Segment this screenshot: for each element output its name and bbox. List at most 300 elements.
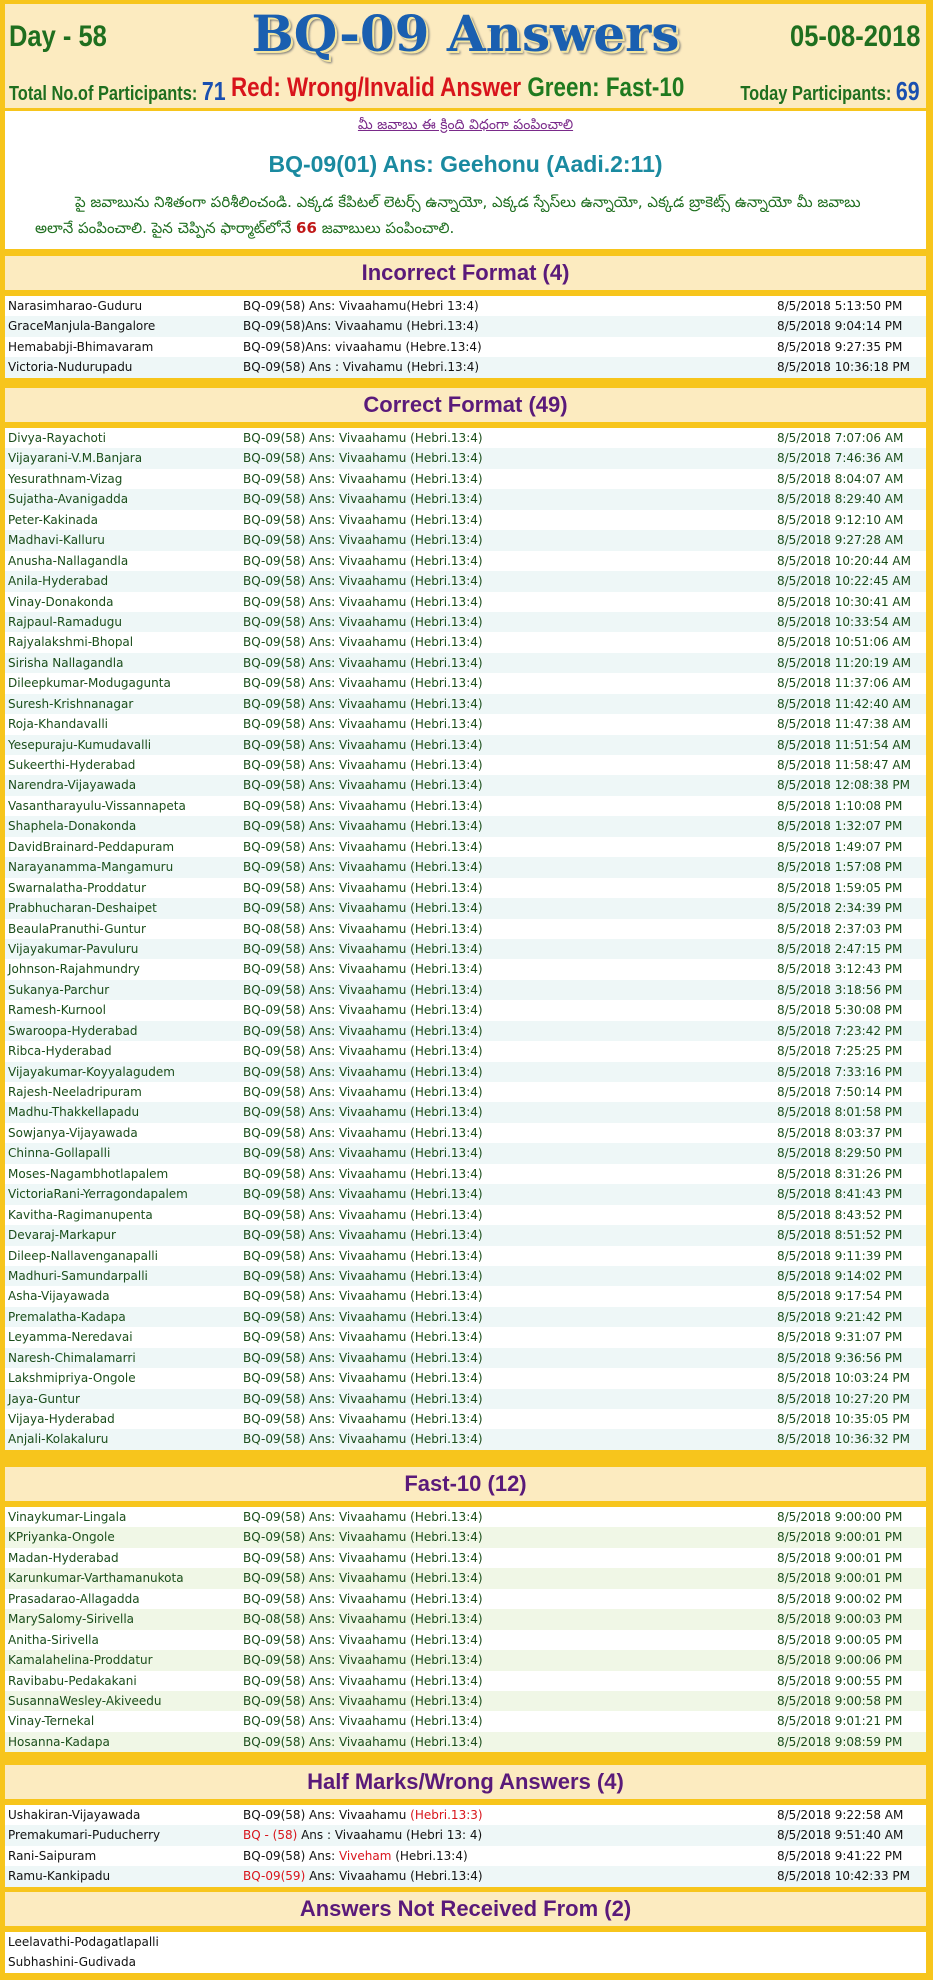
correct-row	[5, 510, 926, 530]
participant-answer: BQ-09(58) Ans: Vivaahamu (Hebri.13:4)	[243, 1023, 483, 1038]
correct-row	[5, 1348, 926, 1368]
submission-time: 8/5/2018 8:01:58 PM	[777, 1105, 903, 1120]
section-notreceived-title: Answers Not Received From (2)	[5, 1892, 926, 1926]
participant-answer: BQ-09(58) Ans: Vivaahamu (Hebri.13:4)	[243, 1309, 483, 1324]
submission-time: 8/5/2018 9:00:00 PM	[777, 1510, 903, 1524]
instructions-count: 66	[296, 219, 317, 237]
participant-answer: BQ-09(58) Ans: Vivaahamu (Hebri.13:4)	[243, 1653, 483, 1668]
submission-time: 8/5/2018 12:08:38 PM	[777, 778, 911, 793]
total-label: Total No.of Participants:	[9, 83, 198, 105]
participant-answer: BQ-09(58) Ans: Vivaahamu (Hebri.13:4)	[243, 1673, 483, 1688]
submission-time: 8/5/2018 2:37:03 PM	[777, 921, 903, 936]
instructions-b: జవాబులు పంపించాలి.	[321, 219, 455, 237]
participant-name: Kamalahelina-Proddatur	[8, 1653, 153, 1668]
submission-time: 8/5/2018 9:22:58 AM	[777, 1808, 904, 1822]
submission-time: 8/5/2018 9:12:10 AM	[777, 512, 904, 527]
participant-name: Suresh-Krishnanagar	[8, 696, 134, 711]
fast-row	[5, 1507, 926, 1527]
participant-answer: BQ-09(58) Ans: Vivaahamu (Hebri.13:4)	[243, 717, 483, 732]
half-row	[5, 1825, 926, 1845]
participant-name: Vinaykumar-Lingala	[8, 1510, 127, 1524]
participant-answer: BQ-09(58) Ans: Vivaahamu (Hebri.13:4)	[243, 553, 483, 568]
incorrect-row	[5, 357, 926, 377]
correct-row	[5, 714, 926, 734]
day-label: Day - 58	[9, 20, 107, 53]
participant-answer: BQ-09(58) Ans: Vivaahamu (Hebri.13:4)	[243, 614, 483, 629]
participant-name: Sowjanya-Vijayawada	[8, 1125, 138, 1140]
participant-name: KPriyanka-Ongole	[8, 1530, 115, 1545]
participant-answer: BQ-09(58) Ans: Vivaahamu (Hebri.13:4)	[243, 1166, 483, 1181]
submission-time: 8/5/2018 10:36:32 PM	[777, 1432, 911, 1447]
participant-name: Madan-Hyderabad	[8, 1550, 119, 1565]
today-value: 69	[896, 76, 920, 106]
participant-name: GraceManjula-Bangalore	[8, 319, 156, 334]
participant-name: Rani-Saipuram	[8, 1848, 97, 1863]
section-half-title: Half Marks/Wrong Answers (4)	[5, 1765, 926, 1799]
participant-answer: BQ-09(58)Ans: vivaahamu (Hebre.13:4)	[243, 339, 482, 354]
submission-time: 8/5/2018 5:13:50 PM	[777, 299, 903, 313]
participant-name: Victoria-Nudurupadu	[8, 360, 133, 375]
legend	[231, 72, 684, 103]
submission-time: 8/5/2018 8:03:37 PM	[777, 1125, 903, 1140]
incorrect-row	[5, 337, 926, 357]
total-value: 71	[201, 76, 226, 106]
participant-answer: BQ-09(58) Ans : Vivahamu (Hebri.13:4)	[243, 360, 480, 375]
participant-name: Hosanna-Kadapa	[8, 1734, 110, 1749]
submission-time: 8/5/2018 7:07:06 AM	[777, 431, 904, 445]
participant-answer: BQ-09(58) Ans: Vivaahamu (Hebri.13:4)	[243, 860, 483, 875]
submission-time: 8/5/2018 7:46:36 AM	[777, 451, 904, 466]
correct-row	[5, 469, 926, 489]
total-participants	[9, 76, 226, 107]
incorrect-row	[5, 316, 926, 336]
incorrect-row	[5, 296, 926, 316]
correct-row	[5, 1368, 926, 1388]
submission-time: 8/5/2018 11:20:19 AM	[777, 655, 911, 670]
participant-answer: BQ-09(58) Ans: Vivaahamu (Hebri.13:4)	[243, 471, 483, 486]
participant-name: Narayanamma-Mangamuru	[8, 860, 174, 875]
participant-answer: BQ-09(58) Ans: Vivaahamu (Hebri.13:4)	[243, 655, 483, 670]
submission-time: 8/5/2018 1:10:08 PM	[777, 798, 903, 813]
submission-time: 8/5/2018 9:01:21 PM	[777, 1714, 903, 1729]
correct-row	[5, 1123, 926, 1143]
fast-row	[5, 1630, 926, 1650]
correct-row	[5, 857, 926, 877]
correct-row	[5, 919, 926, 939]
submission-time: 8/5/2018 9:08:59 PM	[777, 1734, 903, 1749]
participant-name: Hemababji-Bhimavaram	[8, 339, 154, 354]
section-correct-title: Correct Format (49)	[5, 388, 926, 422]
instructions-text	[35, 189, 896, 241]
participant-name: Madhavi-Kalluru	[8, 533, 105, 548]
correct-row	[5, 489, 926, 509]
submission-time: 8/5/2018 8:29:40 AM	[777, 492, 904, 507]
answer-error-part: Viveham	[338, 1848, 392, 1863]
fast-row	[5, 1650, 926, 1670]
correct-row	[5, 1409, 926, 1429]
notreceived-row	[5, 1932, 926, 1952]
correct-row	[5, 530, 926, 550]
participant-name: Premakumari-Puducherry	[8, 1828, 161, 1843]
submission-time: 8/5/2018 9:00:01 PM	[777, 1550, 903, 1565]
notreceived-list	[5, 1932, 926, 1973]
correct-row	[5, 775, 926, 795]
fast-row	[5, 1691, 926, 1711]
submission-time: 8/5/2018 3:18:56 PM	[777, 982, 903, 997]
participant-answer: BQ-09(58) Ans: Vivaahamu (Hebri.13:4)	[243, 1432, 483, 1447]
participant-name: Ramesh-Kurnool	[8, 1003, 106, 1018]
submission-time: 8/5/2018 9:36:56 PM	[777, 1350, 903, 1365]
participant-name: Naresh-Chimalamarri	[8, 1350, 136, 1365]
fast-row	[5, 1527, 926, 1547]
participant-name: Swarnalatha-Proddatur	[8, 880, 147, 895]
correct-list	[5, 428, 926, 1450]
half-list	[5, 1805, 926, 1887]
submission-time: 8/5/2018 1:59:05 PM	[777, 880, 903, 895]
correct-row	[5, 878, 926, 898]
participant-name: Devaraj-Markapur	[8, 1228, 116, 1243]
participant-answer: BQ-09(58) Ans: Vivaahamu (Hebri.13:4)	[243, 1632, 483, 1647]
answer-part: BQ-09(58) Ans: Vivaahamu	[243, 1808, 411, 1822]
participant-name: Sirisha Nallagandla	[8, 655, 124, 670]
instructions-heading: మీ జవాబు ఈ క్రింది విధంగా పంపించాలి	[357, 117, 574, 133]
participant-answer: BQ-09(58) Ans: Vivaahamu (Hebri.13:4)	[243, 696, 483, 711]
participant-answer: BQ-09(58) Ans: Vivaahamu (Hebri.13:4)	[243, 492, 483, 507]
answer-part: (Hebri.13:4)	[391, 1848, 468, 1863]
participant-answer: BQ-09(58) Ans: Vivaahamu (Hebri.13:4)	[243, 1146, 483, 1161]
correct-row	[5, 1429, 926, 1449]
correct-row	[5, 735, 926, 755]
correct-row	[5, 1021, 926, 1041]
participant-answer: BQ-09(58) Ans: Vivaahamu (Hebri.13:4)	[243, 1003, 483, 1018]
participant-name: Kavitha-Ragimanupenta	[8, 1207, 153, 1222]
participant-answer: BQ-09(58) Ans: Vivaahamu (Hebri.13:4)	[243, 1228, 483, 1243]
participant-answer: BQ-09(58) Ans: Vivaahamu (Hebri.13:4)	[243, 1248, 483, 1263]
participant-answer: BQ-09(58) Ans: Vivaahamu (Hebri.13:4)	[243, 574, 483, 589]
submission-time: 8/5/2018 9:00:58 PM	[777, 1693, 903, 1708]
participant-name: Anusha-Nallagandla	[8, 553, 129, 568]
participant-answer: BQ-08(58) Ans: Vivaahamu (Hebri.13:4)	[243, 1612, 483, 1627]
submission-time: 8/5/2018 9:41:22 PM	[777, 1848, 903, 1863]
participant-name: Sujatha-Avanigadda	[8, 492, 129, 507]
fast-row	[5, 1548, 926, 1568]
submission-time: 8/5/2018 1:57:08 PM	[777, 860, 903, 875]
submission-time: 8/5/2018 9:31:07 PM	[777, 1330, 903, 1345]
correct-row	[5, 1143, 926, 1163]
submission-time: 8/5/2018 3:12:43 PM	[777, 962, 903, 977]
participant-name: VictoriaRani-Yerragondapalem	[8, 1187, 188, 1202]
participant-answer: BQ-09(58) Ans: Vivaahamu (Hebri.13:4)	[243, 1330, 483, 1345]
submission-time: 8/5/2018 10:42:33 PM	[777, 1869, 911, 1884]
incorrect-list	[5, 296, 926, 378]
participant-name: Vijaya-Hyderabad	[8, 1412, 115, 1426]
participant-answer: BQ-09(58) Ans: Vivaahamu (Hebri.13:4)	[243, 737, 483, 752]
participant-name: BeaulaPranuthi-Guntur	[8, 921, 146, 936]
answer-error-part: (Hebri.13:3)	[410, 1808, 483, 1822]
participant-answer: BQ-09(58) Ans: Vivaahamu (Hebri.13:4)	[243, 982, 483, 997]
correct-row	[5, 612, 926, 632]
participant-name: Ravibabu-Pedakakani	[8, 1673, 137, 1688]
correct-row	[5, 1266, 926, 1286]
fast-list	[5, 1507, 926, 1752]
participant-name: Yesepuraju-Kumudavalli	[8, 737, 152, 752]
fast-row	[5, 1711, 926, 1731]
participant-answer: BQ-09(58) Ans: Vivaahamu (Hebri.13:4)	[243, 1207, 483, 1222]
participant-answer	[243, 1825, 482, 1845]
submission-time: 8/5/2018 11:47:38 AM	[777, 717, 911, 732]
participant-answer: BQ-09(58) Ans: Vivaahamu (Hebri.13:4)	[243, 1591, 483, 1606]
participant-answer: BQ-09(58) Ans: Vivaahamu (Hebri.13:4)	[243, 635, 483, 650]
correct-row	[5, 898, 926, 918]
participant-answer: BQ-09(58) Ans: Vivaahamu (Hebri.13:4)	[243, 451, 483, 466]
correct-row	[5, 1062, 926, 1082]
participant-name: Ribca-Hyderabad	[8, 1044, 112, 1059]
participant-name: Madhuri-Samundarpalli	[8, 1268, 148, 1283]
correct-row	[5, 1389, 926, 1409]
participant-answer: BQ-09(58) Ans: Vivaahamu (Hebri.13:4)	[243, 1085, 483, 1099]
fast-row	[5, 1568, 926, 1588]
participant-answer: BQ-09(58) Ans: Vivaahamu (Hebri.13:4)	[243, 676, 483, 691]
participant-name: Roja-Khandavalli	[8, 717, 109, 732]
submission-time: 8/5/2018 5:30:08 PM	[777, 1003, 903, 1018]
legend-green: Green: Fast-10	[527, 72, 685, 102]
correct-row	[5, 673, 926, 693]
submission-time: 8/5/2018 9:17:54 PM	[777, 1289, 903, 1304]
answer-part: Ans: Vivaahamu (Hebri.13:4)	[309, 1869, 483, 1884]
instructions-panel	[5, 111, 926, 249]
participant-answer: BQ-09(58) Ans: Vivaahamu (Hebri.13:4)	[243, 1125, 483, 1140]
correct-row	[5, 1082, 926, 1102]
correct-row	[5, 939, 926, 959]
participant-name: Karunkumar-Varthamanukota	[8, 1571, 184, 1586]
submission-time: 8/5/2018 7:33:16 PM	[777, 1064, 903, 1079]
correct-row	[5, 428, 926, 448]
participant-name: Rajpaul-Ramadugu	[8, 614, 122, 629]
correct-row	[5, 448, 926, 468]
participant-answer: BQ-09(58) Ans: Vivaahamu (Hebri.13:4)	[243, 1268, 483, 1283]
participant-answer: BQ-09(58) Ans: Vivaahamu (Hebri.13:4)	[243, 941, 483, 956]
participant-name: Johnson-Rajahmundry	[8, 962, 140, 977]
correct-row	[5, 837, 926, 857]
submission-time: 8/5/2018 9:00:55 PM	[777, 1673, 903, 1688]
submission-time: 8/5/2018 11:42:40 AM	[777, 696, 911, 711]
participant-name: Premalatha-Kadapa	[8, 1309, 126, 1324]
submission-time: 8/5/2018 10:03:24 PM	[777, 1371, 911, 1386]
half-row	[5, 1866, 926, 1886]
participant-name: Peter-Kakinada	[8, 512, 98, 527]
submission-time: 8/5/2018 10:51:06 AM	[777, 635, 911, 650]
correct-row	[5, 1225, 926, 1245]
answer-part: Ans : Vivaahamu (Hebri 13: 4)	[301, 1828, 483, 1843]
participant-name: Vinay-Ternekal	[8, 1714, 95, 1729]
date-label: 05-08-2018	[789, 20, 920, 53]
page-title: BQ-09 Answers	[251, 4, 680, 63]
participant-answer: BQ-09(58) Ans: Vivaahamu (Hebri.13:4)	[243, 1550, 483, 1565]
answer-error-part: BQ-09(59)	[243, 1869, 310, 1884]
submission-time: 8/5/2018 9:00:03 PM	[777, 1612, 903, 1627]
participant-answer: BQ-09(58) Ans: Vivaahamu (Hebri.13:4)	[243, 512, 483, 527]
participant-answer: BQ-09(58) Ans: Vivaahamu (Hebri.13:4)	[243, 1187, 483, 1202]
participant-name: Vijayakumar-Koyyalagudem	[8, 1064, 175, 1079]
participant-name: Moses-Nagambhotlapalem	[8, 1166, 169, 1181]
submission-time: 8/5/2018 9:00:05 PM	[777, 1632, 903, 1647]
participant-name: Jaya-Guntur	[8, 1391, 80, 1406]
submission-time: 8/5/2018 7:25:25 PM	[777, 1044, 903, 1059]
submission-time: 8/5/2018 10:27:20 PM	[777, 1391, 911, 1406]
participant-answer: BQ-09(58) Ans: Vivaahamu (Hebri.13:4)	[243, 901, 483, 916]
correct-row	[5, 1286, 926, 1306]
participant-name: Rajesh-Neeladripuram	[8, 1085, 142, 1099]
participant-name: Rajyalakshmi-Bhopal	[8, 635, 134, 650]
participant-answer: BQ-09(58) Ans: Vivaahamu (Hebri.13:4)	[243, 1530, 483, 1545]
participant-answer: BQ-09(58) Ans: Vivaahamu (Hebri.13:4)	[243, 758, 483, 772]
correct-row	[5, 816, 926, 836]
participant-name: SusannaWesley-Akiveedu	[8, 1693, 162, 1708]
participant-name: Leelavathi-Podagatlapalli	[8, 1935, 159, 1949]
participant-answer: BQ-09(58) Ans: Vivaahamu (Hebri.13:4)	[243, 1064, 483, 1079]
participant-name: Sukanya-Parchur	[8, 982, 110, 997]
participant-answer: BQ-09(58) Ans: Vivaahamu (Hebri.13:4)	[243, 533, 483, 548]
participant-name: Vijayarani-V.M.Banjara	[8, 451, 143, 466]
half-row	[5, 1846, 926, 1866]
submission-time: 8/5/2018 8:51:52 PM	[777, 1228, 903, 1243]
participant-name: Chinna-Gollapalli	[8, 1146, 111, 1161]
correct-answer-format: BQ-09(01) Ans: Geehonu (Aadi.2:11)	[268, 151, 663, 177]
participant-answer: BQ-09(58) Ans: Vivaahamu(Hebri 13:4)	[243, 299, 479, 313]
submission-time: 8/5/2018 10:30:41 AM	[777, 594, 911, 609]
submission-time: 8/5/2018 7:23:42 PM	[777, 1023, 903, 1038]
correct-row	[5, 1164, 926, 1184]
correct-row	[5, 755, 926, 775]
correct-row	[5, 1000, 926, 1020]
submission-time: 8/5/2018 10:35:05 PM	[777, 1412, 911, 1426]
participant-name: Vijayakumar-Pavuluru	[8, 941, 139, 956]
submission-time: 8/5/2018 9:00:01 PM	[777, 1571, 903, 1586]
legend-red: Red: Wrong/Invalid Answer	[231, 72, 522, 102]
participant-answer: BQ-08(58) Ans: Vivaahamu (Hebri.13:4)	[243, 921, 483, 936]
submission-time: 8/5/2018 9:51:40 AM	[777, 1828, 904, 1843]
submission-time: 8/5/2018 10:36:18 PM	[777, 360, 911, 375]
submission-time: 8/5/2018 9:00:02 PM	[777, 1591, 903, 1606]
instructions-a: పై జవాబును నిశితంగా పరిశీలించండి. ఎక్కడ కేపిటల్ లెటర్స్ ఉన్నాయో, ఎక్కడ స్పేస్‌లు ఉన్నాయో, ఎక్కడ బ్రాకెట్స్ ఉన్నాయో మీ జవాబు అలానే పంపించాలి. పైన చెప్పిన ఫార్మాట్‌లోనే	[35, 193, 861, 237]
participant-answer: BQ-09(58) Ans: Vivaahamu (Hebri.13:4)	[243, 962, 483, 977]
correct-row	[5, 694, 926, 714]
participant-name: Vasantharayulu-Vissannapeta	[8, 798, 186, 813]
correct-row	[5, 571, 926, 591]
participant-answer: BQ-09(58) Ans: Vivaahamu (Hebri.13:4)	[243, 1371, 483, 1386]
participant-answer	[243, 1805, 483, 1825]
submission-time: 8/5/2018 9:00:06 PM	[777, 1653, 903, 1668]
participant-name: Ramu-Kankipadu	[8, 1869, 111, 1884]
participant-name: Anitha-Sirivella	[8, 1632, 99, 1647]
fast-row	[5, 1589, 926, 1609]
submission-time: 8/5/2018 8:41:43 PM	[777, 1187, 903, 1202]
participant-answer	[243, 1846, 468, 1866]
participant-answer: BQ-09(58) Ans: Vivaahamu (Hebri.13:4)	[243, 1350, 483, 1365]
submission-time: 8/5/2018 8:43:52 PM	[777, 1207, 903, 1222]
participant-answer: BQ-09(58) Ans: Vivaahamu (Hebri.13:4)	[243, 1289, 483, 1304]
participant-answer: BQ-09(58) Ans: Vivaahamu (Hebri.13:4)	[243, 1693, 483, 1708]
submission-time: 8/5/2018 2:47:15 PM	[777, 941, 903, 956]
participant-answer: BQ-09(58) Ans: Vivaahamu (Hebri.13:4)	[243, 819, 483, 834]
today-label: Today Participants:	[740, 83, 892, 105]
submission-time: 8/5/2018 2:34:39 PM	[777, 901, 903, 916]
participant-name: Asha-Vijayawada	[8, 1289, 110, 1304]
answer-error-part: BQ - (58)	[243, 1828, 302, 1843]
correct-row	[5, 1205, 926, 1225]
participant-name: Madhu-Thakkellapadu	[8, 1105, 140, 1120]
participant-name: Shaphela-Donakonda	[8, 819, 137, 834]
participant-answer: BQ-09(58) Ans: Vivaahamu (Hebri.13:4)	[243, 1044, 483, 1059]
header-banner	[5, 4, 926, 108]
participant-answer: BQ-09(58) Ans: Vivaahamu (Hebri.13:4)	[243, 1571, 483, 1586]
submission-time: 8/5/2018 11:37:06 AM	[777, 676, 911, 691]
header-stats	[5, 70, 926, 104]
section-incorrect-title: Incorrect Format (4)	[5, 256, 926, 290]
participant-answer: BQ-09(58) Ans: Vivaahamu (Hebri.13:4)	[243, 778, 483, 793]
participant-name: MarySalomy-Sirivella	[8, 1612, 135, 1627]
correct-row	[5, 632, 926, 652]
correct-row	[5, 551, 926, 571]
participant-answer: BQ-09(58) Ans: Vivaahamu (Hebri.13:4)	[243, 594, 483, 609]
participant-name: DavidBrainard-Peddapuram	[8, 839, 175, 854]
submission-time: 8/5/2018 8:04:07 AM	[777, 471, 904, 486]
submission-time: 8/5/2018 9:11:39 PM	[777, 1248, 903, 1263]
correct-row	[5, 1041, 926, 1061]
participant-answer: BQ-09(58) Ans: Vivaahamu (Hebri.13:4)	[243, 839, 483, 854]
submission-time: 8/5/2018 11:58:47 AM	[777, 758, 911, 772]
correct-row	[5, 980, 926, 1000]
participant-name: Swaroopa-Hyderabad	[8, 1023, 138, 1038]
participant-name: Narendra-Vijayawada	[8, 778, 137, 793]
participant-name: Sukeerthi-Hyderabad	[8, 758, 136, 772]
correct-row	[5, 796, 926, 816]
submission-time: 8/5/2018 9:00:01 PM	[777, 1530, 903, 1545]
participant-name: Leyamma-Neredavai	[8, 1330, 133, 1345]
participant-answer: BQ-09(58) Ans: Vivaahamu (Hebri.13:4)	[243, 1412, 483, 1426]
participant-name: Prabhucharan-Deshaipet	[8, 901, 157, 916]
submission-time: 8/5/2018 1:49:07 PM	[777, 839, 903, 854]
participant-name: Anila-Hyderabad	[8, 574, 109, 589]
notreceived-row	[5, 1952, 926, 1972]
participant-name: Anjali-Kolakaluru	[8, 1432, 109, 1447]
submission-time: 8/5/2018 9:04:14 PM	[777, 319, 903, 334]
correct-row	[5, 959, 926, 979]
submission-time: 8/5/2018 8:29:50 PM	[777, 1146, 903, 1161]
submission-time: 8/5/2018 9:21:42 PM	[777, 1309, 903, 1324]
participant-name: Narasimharao-Guduru	[8, 299, 143, 313]
participant-name: Dileep-Nallavenganapalli	[8, 1248, 158, 1263]
participant-name: Prasadarao-Allagadda	[8, 1591, 140, 1606]
correct-row	[5, 1246, 926, 1266]
submission-time: 8/5/2018 10:33:54 AM	[777, 614, 911, 629]
participant-answer: BQ-09(58) Ans: Vivaahamu (Hebri.13:4)	[243, 880, 483, 895]
fast-row	[5, 1732, 926, 1752]
participant-answer: BQ-09(58) Ans: Vivaahamu (Hebri.13:4)	[243, 431, 483, 445]
section-fast-title: Fast-10 (12)	[5, 1467, 926, 1501]
correct-row	[5, 653, 926, 673]
participant-answer: BQ-09(58)Ans: Vivaahamu (Hebri.13:4)	[243, 319, 479, 334]
participant-answer: BQ-09(58) Ans: Vivaahamu (Hebri.13:4)	[243, 1510, 483, 1524]
participant-answer: BQ-09(58) Ans: Vivaahamu (Hebri.13:4)	[243, 1734, 483, 1749]
submission-time: 8/5/2018 9:14:02 PM	[777, 1268, 903, 1283]
participant-answer	[243, 1866, 483, 1886]
participant-answer: BQ-09(58) Ans: Vivaahamu (Hebri.13:4)	[243, 1714, 483, 1729]
participant-name: Vinay-Donakonda	[8, 594, 114, 609]
participant-answer: BQ-09(58) Ans: Vivaahamu (Hebri.13:4)	[243, 1105, 483, 1120]
submission-time: 8/5/2018 10:22:45 AM	[777, 574, 911, 589]
participant-answer: BQ-09(58) Ans: Vivaahamu (Hebri.13:4)	[243, 1391, 483, 1406]
